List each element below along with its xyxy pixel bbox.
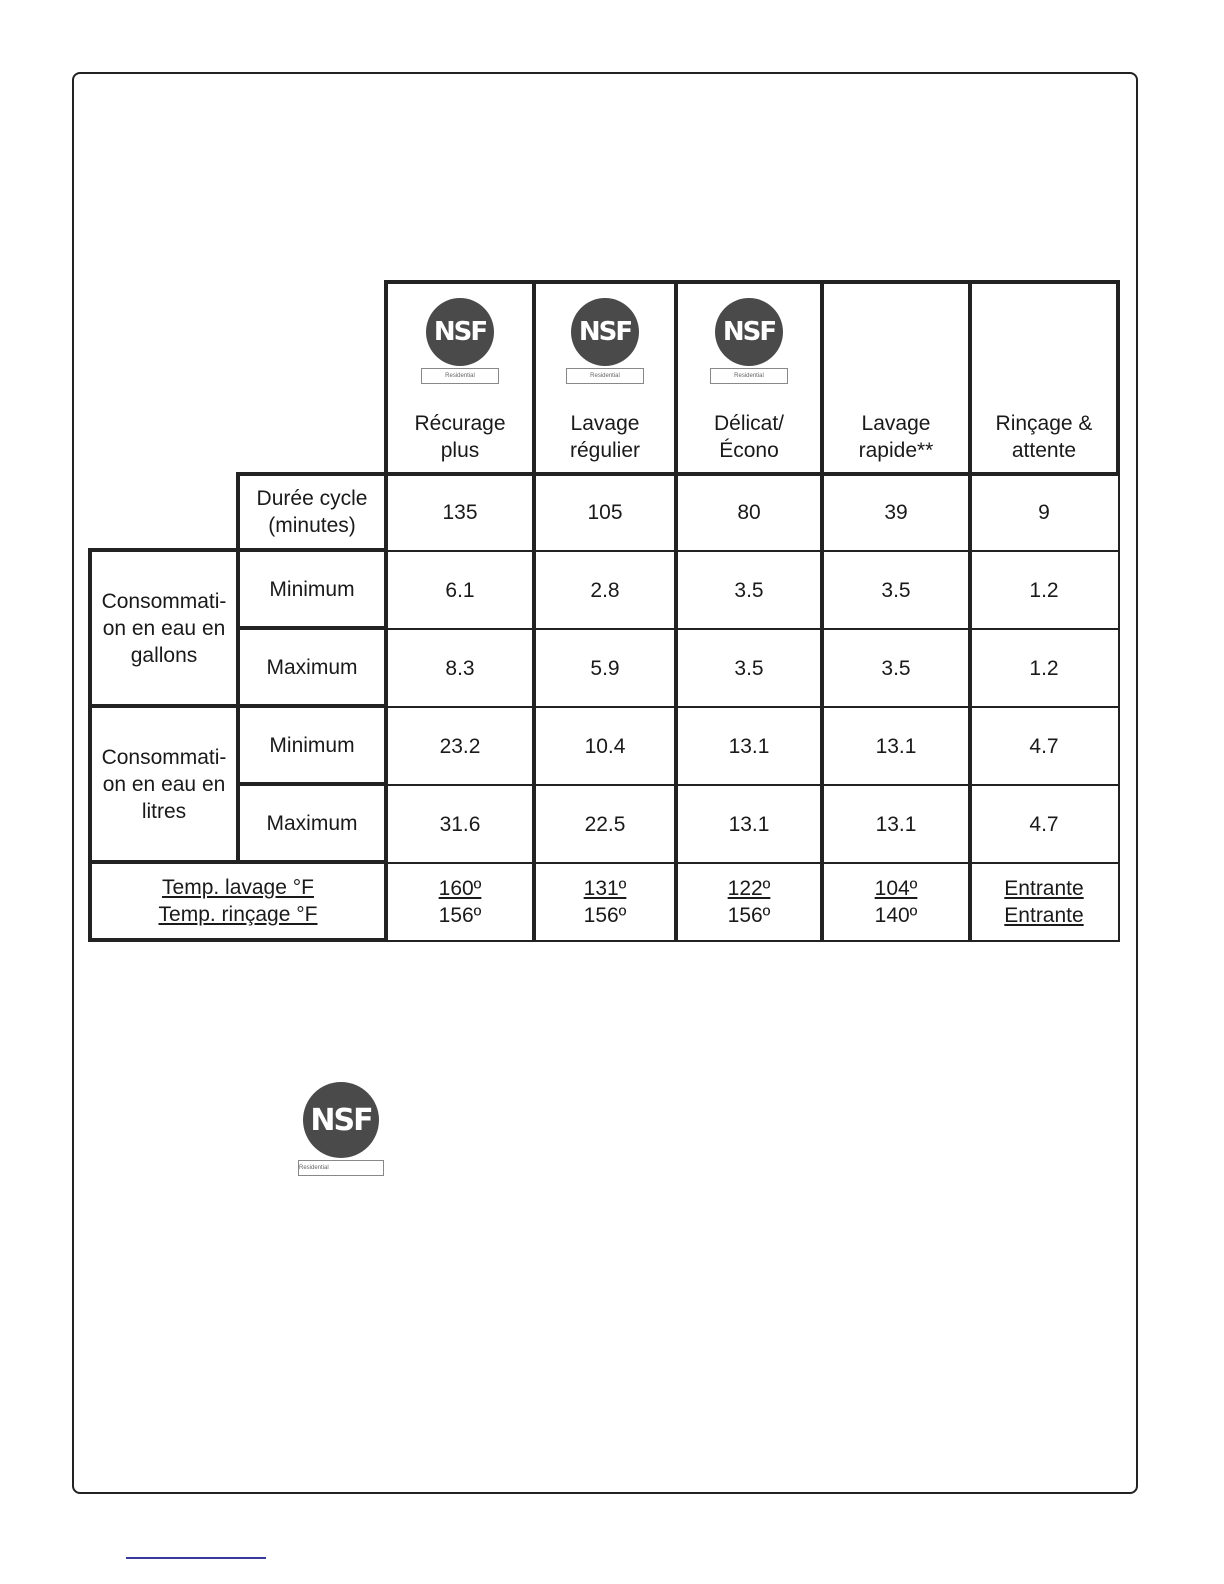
column-header-rincage (968, 280, 1120, 476)
column-header-lavage-rapide (820, 280, 972, 476)
row-label-text: (minutes) (268, 514, 356, 537)
temp-cell (532, 862, 678, 942)
value-text: 3.5 (881, 656, 911, 680)
value-cell (532, 472, 678, 552)
value-cell (532, 550, 678, 630)
column-label: Lavage (861, 412, 931, 435)
nsf-caption: Residential (710, 368, 788, 384)
value-text: 3.5 (734, 656, 764, 680)
nsf-mark: NSF (426, 298, 494, 366)
value-cell (384, 550, 536, 630)
row-label-lit-min (236, 704, 388, 786)
nsf-logo-standalone (298, 1082, 384, 1176)
nsf-caption: Residential (566, 368, 644, 384)
value-text: 13.1 (875, 734, 917, 758)
value-cell (820, 784, 972, 864)
value-cell (968, 472, 1120, 552)
value-text: 6.1 (445, 578, 475, 602)
column-header-lavage-regulier (532, 280, 678, 476)
row-label-text: Temp. lavage °F (162, 876, 314, 899)
column-label: régulier (569, 439, 641, 462)
temp-wash-text: 104º (874, 877, 918, 900)
value-cell (674, 628, 824, 708)
temp-wash-text: 131º (583, 877, 627, 900)
row-group-text: on en eau en (102, 616, 226, 640)
column-label: Délicat/ (713, 412, 785, 435)
value-text: 1.2 (1029, 578, 1059, 602)
value-cell (674, 706, 824, 786)
value-text: 4.7 (1029, 812, 1059, 836)
nsf-mark: NSF (715, 298, 783, 366)
value-cell (384, 784, 536, 864)
column-header-delicat (674, 280, 824, 476)
row-group-text: Consommati- (101, 745, 227, 769)
value-text: 22.5 (584, 812, 626, 836)
value-cell (820, 550, 972, 630)
temp-rinse-text: 156º (583, 904, 627, 927)
row-group-text: litres (141, 799, 187, 823)
temp-rinse-text: 156º (727, 904, 771, 927)
value-text: 8.3 (445, 656, 475, 680)
temp-cell (820, 862, 972, 942)
value-cell (820, 706, 972, 786)
row-label-gal-max (236, 626, 388, 708)
value-text: 105 (587, 500, 623, 524)
value-cell (968, 706, 1120, 786)
value-cell (384, 706, 536, 786)
value-cell (820, 628, 972, 708)
value-text: 135 (442, 500, 478, 524)
row-label-text: Durée cycle (256, 487, 368, 510)
row-label-text: Maximum (266, 655, 358, 679)
value-text: 13.1 (728, 734, 770, 758)
row-label-text: Temp. rinçage °F (158, 903, 318, 926)
row-label-text: Maximum (266, 811, 358, 835)
value-cell (674, 784, 824, 864)
temp-cell (968, 862, 1120, 942)
value-text: 10.4 (584, 734, 626, 758)
footer-rule (126, 1557, 266, 1559)
column-label: Rinçage & (995, 412, 1093, 435)
value-cell (674, 550, 824, 630)
value-text: 9 (1038, 500, 1050, 524)
nsf-caption: Residential (421, 368, 499, 384)
temp-wash-text: Entrante (1004, 877, 1084, 900)
temp-rinse-text: Entrante (1004, 904, 1084, 927)
nsf-caption: Residential (298, 1160, 384, 1176)
column-header-recurage (384, 280, 536, 476)
row-group-text: on en eau en (102, 772, 226, 796)
temp-wash-text: 160º (438, 877, 482, 900)
column-label: plus (440, 439, 480, 462)
nsf-mark: NSF (303, 1082, 379, 1158)
temp-rinse-text: 156º (438, 904, 482, 927)
row-group-gallons (88, 548, 240, 708)
value-cell (968, 784, 1120, 864)
value-text: 4.7 (1029, 734, 1059, 758)
value-text: 2.8 (590, 578, 620, 602)
value-cell (968, 550, 1120, 630)
temp-wash-text: 122º (727, 877, 771, 900)
value-cell (532, 784, 678, 864)
row-label-temperatures (88, 860, 388, 942)
nsf-logo (710, 298, 788, 384)
value-cell (820, 472, 972, 552)
value-text: 3.5 (881, 578, 911, 602)
nsf-logo (566, 298, 644, 384)
value-cell (532, 706, 678, 786)
row-group-text: Consommati- (101, 589, 227, 613)
value-text: 3.5 (734, 578, 764, 602)
row-label-lit-max (236, 782, 388, 864)
nsf-mark: NSF (571, 298, 639, 366)
row-label-gal-min (236, 548, 388, 630)
column-label: rapide** (858, 439, 934, 462)
value-cell (674, 472, 824, 552)
row-label-text: Minimum (269, 733, 355, 757)
column-label: Écono (719, 439, 779, 462)
temp-cell (674, 862, 824, 942)
column-label: Récurage (414, 412, 506, 435)
row-group-litres (88, 704, 240, 864)
row-label-cycle (236, 472, 388, 552)
temp-cell (384, 862, 536, 942)
row-group-text: gallons (130, 643, 198, 667)
value-cell (384, 628, 536, 708)
value-cell (532, 628, 678, 708)
value-text: 39 (884, 500, 908, 524)
nsf-logo (421, 298, 499, 384)
value-text: 80 (737, 500, 761, 524)
value-text: 13.1 (875, 812, 917, 836)
value-text: 23.2 (439, 734, 481, 758)
temp-rinse-text: 140º (874, 904, 918, 927)
row-label-text: Minimum (269, 577, 355, 601)
column-label: Lavage (570, 412, 640, 435)
value-text: 1.2 (1029, 656, 1059, 680)
value-cell (968, 628, 1120, 708)
value-text: 31.6 (439, 812, 481, 836)
value-text: 13.1 (728, 812, 770, 836)
column-label: attente (1011, 439, 1077, 462)
value-cell (384, 472, 536, 552)
value-text: 5.9 (590, 656, 620, 680)
